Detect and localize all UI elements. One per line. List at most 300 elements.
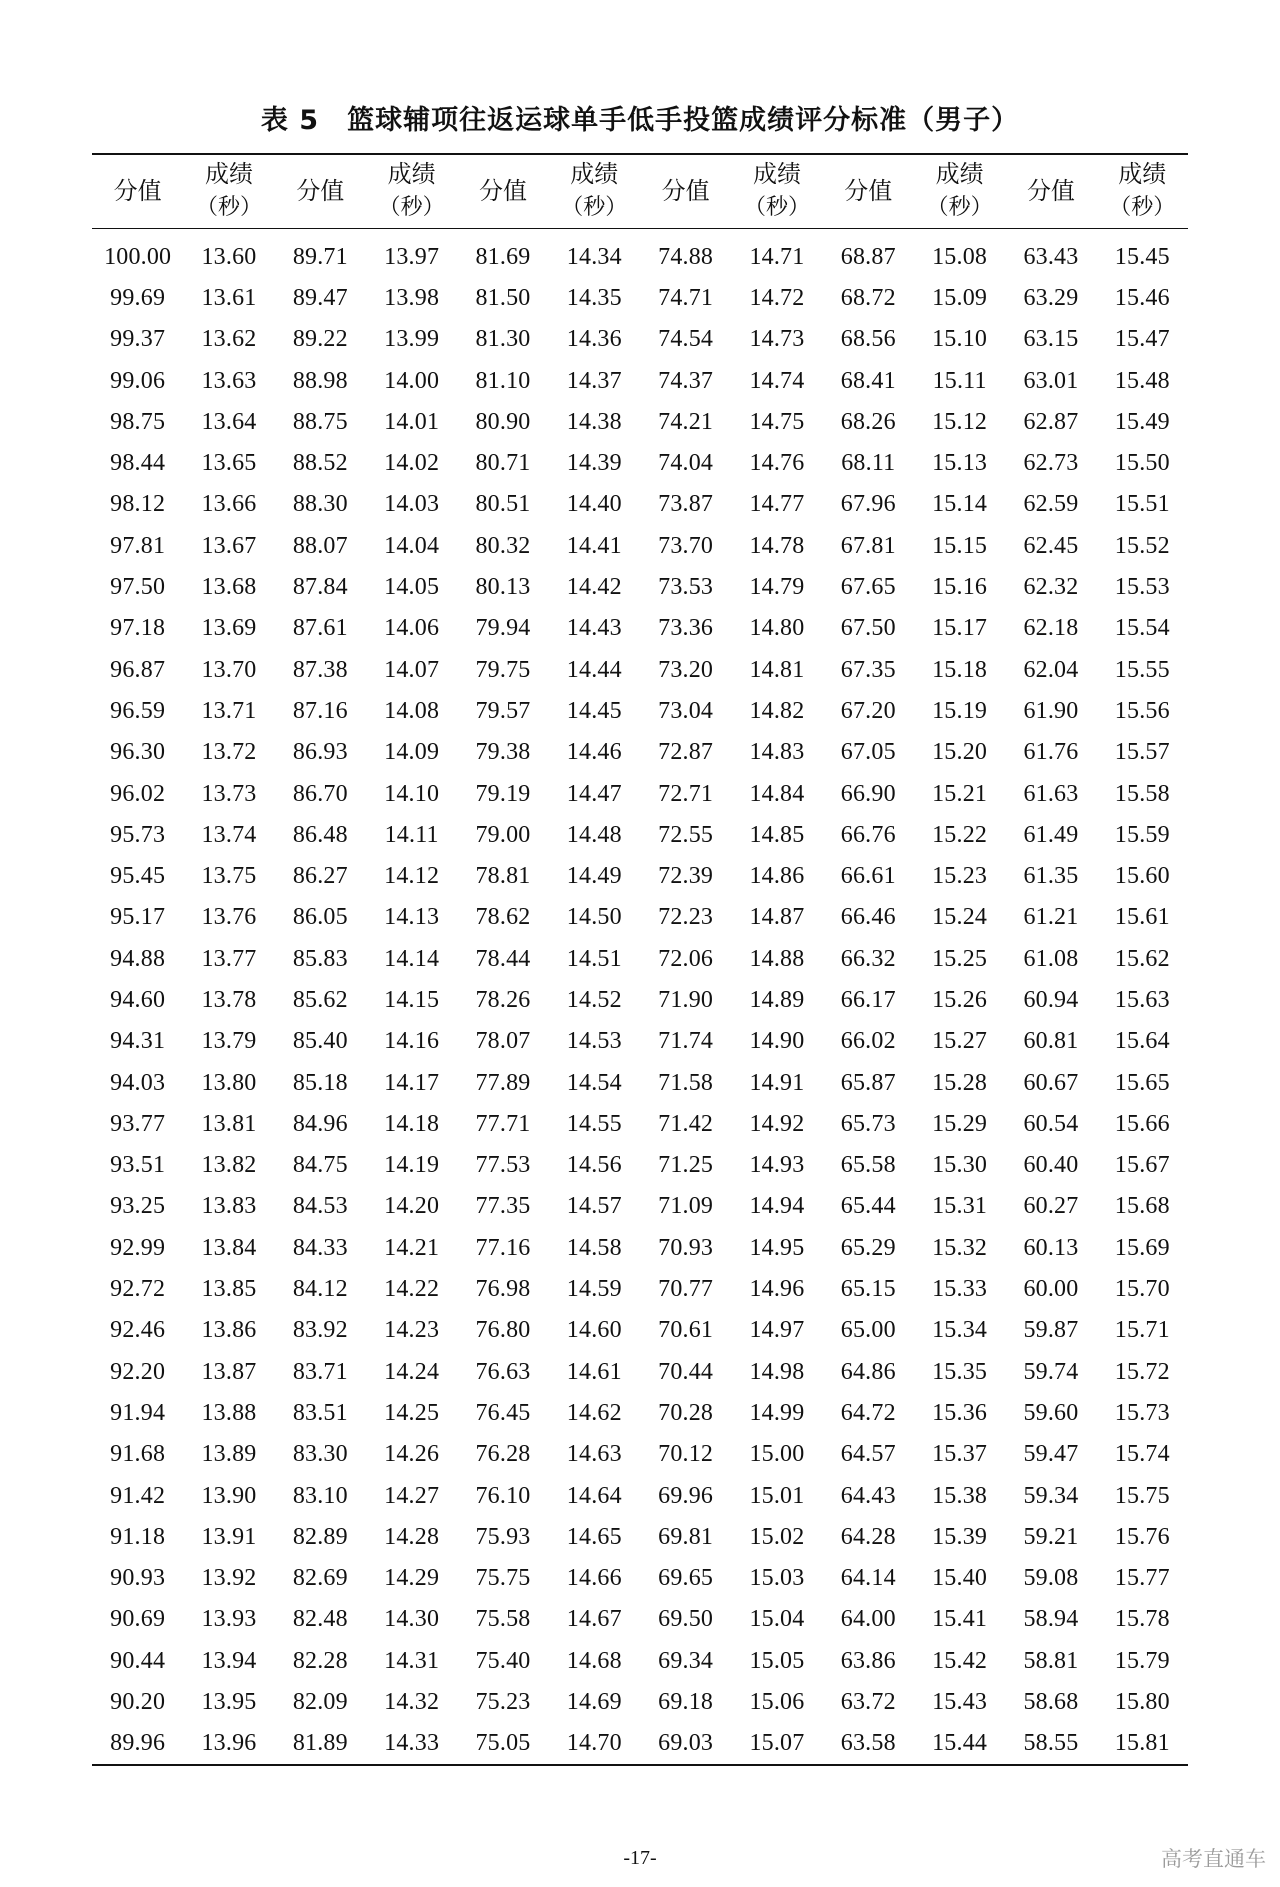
result-cell: 14.04	[384, 532, 440, 559]
header-result	[914, 154, 1005, 228]
score-cell: 94.60	[110, 986, 166, 1013]
score-cell: 91.68	[110, 1441, 166, 1468]
result-cell: 13.61	[201, 284, 257, 311]
result-cell: 14.52	[566, 986, 622, 1013]
result-cell: 14.28	[384, 1523, 440, 1550]
score-cell: 67.20	[840, 697, 896, 724]
result-cell: 13.96	[201, 1730, 257, 1757]
score-cell: 78.26	[475, 986, 531, 1013]
table-row	[92, 1310, 1188, 1351]
result-cell: 14.46	[566, 739, 622, 766]
score-cell: 63.29	[1023, 284, 1079, 311]
result-cell: 13.71	[201, 697, 257, 724]
result-cell: 15.15	[932, 532, 988, 559]
score-cell: 78.44	[475, 945, 531, 972]
score-cell: 91.42	[110, 1482, 166, 1509]
score-cell: 82.48	[292, 1606, 348, 1633]
score-cell: 72.87	[658, 739, 714, 766]
result-cell: 13.65	[201, 450, 257, 477]
score-cell: 65.87	[840, 1069, 896, 1096]
header-result-unit: （秒）	[561, 195, 628, 221]
result-cell: 15.56	[1114, 697, 1170, 724]
score-cell: 90.20	[110, 1689, 166, 1716]
score-cell: 85.18	[292, 1069, 348, 1096]
score-cell: 74.21	[658, 408, 714, 435]
score-cell: 67.65	[840, 574, 896, 601]
table-row	[92, 1682, 1188, 1723]
score-cell: 74.37	[658, 367, 714, 394]
result-cell: 15.54	[1114, 615, 1170, 642]
header-row	[92, 154, 1188, 228]
result-cell: 15.81	[1114, 1730, 1170, 1757]
score-cell: 70.77	[658, 1276, 714, 1303]
result-cell: 15.39	[932, 1523, 988, 1550]
score-cell: 92.20	[110, 1358, 166, 1385]
result-cell: 14.53	[566, 1028, 622, 1055]
score-cell: 98.44	[110, 450, 166, 477]
score-cell: 81.10	[475, 367, 531, 394]
result-cell: 14.86	[749, 863, 805, 890]
score-cell: 96.87	[110, 656, 166, 683]
result-cell: 14.30	[384, 1606, 440, 1633]
score-cell: 64.57	[840, 1441, 896, 1468]
score-cell: 90.44	[110, 1647, 166, 1674]
result-cell: 14.67	[566, 1606, 622, 1633]
score-cell: 74.71	[658, 284, 714, 311]
score-cell: 74.04	[658, 450, 714, 477]
score-cell: 76.28	[475, 1441, 531, 1468]
watermark-text: 高考直通车	[1161, 1847, 1266, 1871]
score-cell: 65.15	[840, 1276, 896, 1303]
score-cell: 83.30	[292, 1441, 348, 1468]
result-cell: 15.21	[932, 780, 988, 807]
score-cell: 77.71	[475, 1110, 531, 1137]
result-cell: 14.05	[384, 574, 440, 601]
score-cell: 70.93	[658, 1234, 714, 1261]
score-cell: 59.60	[1023, 1399, 1079, 1426]
score-cell: 87.38	[292, 656, 348, 683]
table-row	[92, 1393, 1188, 1434]
score-cell: 67.96	[840, 491, 896, 518]
score-cell: 64.00	[840, 1606, 896, 1633]
score-cell: 69.18	[658, 1689, 714, 1716]
score-cell: 94.31	[110, 1028, 166, 1055]
result-cell: 14.87	[749, 904, 805, 931]
score-cell: 74.54	[658, 326, 714, 353]
result-cell: 14.73	[749, 326, 805, 353]
score-cell: 86.93	[292, 739, 348, 766]
result-cell: 13.93	[201, 1606, 257, 1633]
result-cell: 15.49	[1114, 408, 1170, 435]
score-cell: 77.35	[475, 1193, 531, 1220]
table-row	[92, 856, 1188, 897]
score-cell: 88.75	[292, 408, 348, 435]
score-cell: 60.40	[1023, 1152, 1079, 1179]
result-cell: 14.71	[749, 243, 805, 270]
result-cell: 15.26	[932, 986, 988, 1013]
result-cell: 13.70	[201, 656, 257, 683]
score-cell: 73.87	[658, 491, 714, 518]
result-cell: 13.68	[201, 574, 257, 601]
score-cell: 63.58	[840, 1730, 896, 1757]
result-cell: 15.72	[1114, 1358, 1170, 1385]
score-cell: 89.47	[292, 284, 348, 311]
table-row	[92, 649, 1188, 690]
score-cell: 71.74	[658, 1028, 714, 1055]
result-cell: 13.67	[201, 532, 257, 559]
result-cell: 13.95	[201, 1689, 257, 1716]
result-cell: 14.91	[749, 1069, 805, 1096]
result-cell: 15.31	[932, 1193, 988, 1220]
result-cell: 13.77	[201, 945, 257, 972]
result-cell: 14.12	[384, 863, 440, 890]
result-cell: 13.97	[384, 243, 440, 270]
score-cell: 85.83	[292, 945, 348, 972]
result-cell: 14.36	[566, 326, 622, 353]
table-row	[92, 980, 1188, 1021]
table-row	[92, 1434, 1188, 1475]
result-cell: 14.44	[566, 656, 622, 683]
score-cell: 86.27	[292, 863, 348, 890]
score-cell: 93.77	[110, 1110, 166, 1137]
result-cell: 14.09	[384, 739, 440, 766]
score-cell: 75.23	[475, 1689, 531, 1716]
score-cell: 81.69	[475, 243, 531, 270]
result-cell: 13.60	[201, 243, 257, 270]
score-cell: 93.51	[110, 1152, 166, 1179]
table-row	[92, 1228, 1188, 1269]
result-cell: 14.49	[566, 863, 622, 890]
table-row	[92, 608, 1188, 649]
result-cell: 14.96	[749, 1276, 805, 1303]
result-cell: 14.48	[566, 821, 622, 848]
score-cell: 81.50	[475, 284, 531, 311]
score-cell: 86.05	[292, 904, 348, 931]
result-cell: 15.05	[749, 1647, 805, 1674]
score-cell: 67.50	[840, 615, 896, 642]
table-row	[92, 815, 1188, 856]
score-cell: 72.55	[658, 821, 714, 848]
score-cell: 78.62	[475, 904, 531, 931]
score-cell: 84.75	[292, 1152, 348, 1179]
score-cell: 62.87	[1023, 408, 1079, 435]
score-cell: 60.81	[1023, 1028, 1079, 1055]
result-cell: 14.61	[566, 1358, 622, 1385]
result-cell: 14.01	[384, 408, 440, 435]
score-cell: 64.14	[840, 1565, 896, 1592]
result-cell: 15.44	[932, 1730, 988, 1757]
result-cell: 13.89	[201, 1441, 257, 1468]
score-cell: 72.39	[658, 863, 714, 890]
score-table	[92, 153, 1188, 1766]
table-row	[92, 897, 1188, 938]
result-cell: 14.07	[384, 656, 440, 683]
result-cell: 15.04	[749, 1606, 805, 1633]
result-cell: 15.73	[1114, 1399, 1170, 1426]
result-cell: 15.45	[1114, 243, 1170, 270]
result-cell: 14.02	[384, 450, 440, 477]
score-cell: 58.94	[1023, 1606, 1079, 1633]
score-cell: 79.94	[475, 615, 531, 642]
score-cell: 68.41	[840, 367, 896, 394]
score-cell: 82.69	[292, 1565, 348, 1592]
result-cell: 14.43	[566, 615, 622, 642]
table-row	[92, 278, 1188, 319]
result-cell: 15.30	[932, 1152, 988, 1179]
score-cell: 91.94	[110, 1399, 166, 1426]
score-cell: 75.75	[475, 1565, 531, 1592]
header-result-label: 成绩	[204, 160, 253, 189]
score-cell: 79.75	[475, 656, 531, 683]
result-cell: 15.57	[1114, 739, 1170, 766]
score-cell: 88.07	[292, 532, 348, 559]
score-cell: 69.03	[658, 1730, 714, 1757]
result-cell: 13.94	[201, 1647, 257, 1674]
result-cell: 13.82	[201, 1152, 257, 1179]
score-cell: 69.50	[658, 1606, 714, 1633]
result-cell: 14.11	[384, 821, 439, 848]
score-cell: 92.72	[110, 1276, 166, 1303]
score-cell: 88.30	[292, 491, 348, 518]
result-cell: 14.24	[384, 1358, 440, 1385]
table-row	[92, 1475, 1188, 1516]
score-cell: 63.72	[840, 1689, 896, 1716]
score-cell: 99.06	[110, 367, 166, 394]
score-cell: 59.08	[1023, 1565, 1079, 1592]
score-cell: 76.45	[475, 1399, 531, 1426]
result-cell: 14.10	[384, 780, 440, 807]
result-cell: 13.75	[201, 863, 257, 890]
table-row	[92, 773, 1188, 814]
result-cell: 15.38	[932, 1482, 988, 1509]
result-cell: 14.92	[749, 1110, 805, 1137]
score-cell: 97.81	[110, 532, 166, 559]
header-result-label: 成绩	[1118, 160, 1167, 189]
result-cell: 14.65	[566, 1523, 622, 1550]
result-cell: 15.35	[932, 1358, 988, 1385]
score-cell: 73.53	[658, 574, 714, 601]
result-cell: 14.42	[566, 574, 622, 601]
score-cell: 64.72	[840, 1399, 896, 1426]
score-cell: 68.72	[840, 284, 896, 311]
result-cell: 14.90	[749, 1028, 805, 1055]
score-cell: 95.17	[110, 904, 166, 931]
result-cell: 15.78	[1114, 1606, 1170, 1633]
score-cell: 60.67	[1023, 1069, 1079, 1096]
result-cell: 13.87	[201, 1358, 257, 1385]
score-cell: 60.94	[1023, 986, 1079, 1013]
score-cell: 59.87	[1023, 1317, 1079, 1344]
result-cell: 15.64	[1114, 1028, 1170, 1055]
header-result	[366, 154, 457, 228]
table-row	[92, 1186, 1188, 1227]
result-cell: 15.23	[932, 863, 988, 890]
score-cell: 60.00	[1023, 1276, 1079, 1303]
score-cell: 67.81	[840, 532, 896, 559]
result-cell: 15.71	[1114, 1317, 1170, 1344]
page-title: 表 5 篮球辅项往返运球单手低手投篮成绩评分标准（男子）	[260, 105, 1020, 136]
result-cell: 13.92	[201, 1565, 257, 1592]
result-cell: 14.64	[566, 1482, 622, 1509]
score-cell: 62.32	[1023, 574, 1079, 601]
result-cell: 14.25	[384, 1399, 440, 1426]
score-cell: 82.28	[292, 1647, 348, 1674]
score-cell: 94.03	[110, 1069, 166, 1096]
table-row	[92, 360, 1188, 401]
score-cell: 77.16	[475, 1234, 531, 1261]
result-cell: 14.22	[384, 1276, 440, 1303]
result-cell: 14.66	[566, 1565, 622, 1592]
score-cell: 59.21	[1023, 1523, 1079, 1550]
score-cell: 69.65	[658, 1565, 714, 1592]
score-cell: 76.80	[475, 1317, 531, 1344]
score-cell: 80.71	[475, 450, 531, 477]
result-cell: 14.03	[384, 491, 440, 518]
result-cell: 14.83	[749, 739, 805, 766]
result-cell: 15.75	[1114, 1482, 1170, 1509]
header-score-label: 分值	[844, 177, 893, 206]
score-cell: 81.30	[475, 326, 531, 353]
score-cell: 80.32	[475, 532, 531, 559]
result-cell: 15.12	[932, 408, 988, 435]
score-cell: 70.28	[658, 1399, 714, 1426]
score-cell: 69.34	[658, 1647, 714, 1674]
score-cell: 61.49	[1023, 821, 1079, 848]
result-cell: 14.21	[384, 1234, 440, 1261]
result-cell: 15.61	[1114, 904, 1170, 931]
score-cell: 61.35	[1023, 863, 1079, 890]
result-cell: 15.79	[1114, 1647, 1170, 1674]
result-cell: 14.29	[384, 1565, 440, 1592]
result-cell: 14.76	[749, 450, 805, 477]
score-cell: 70.12	[658, 1441, 714, 1468]
score-cell: 100.00	[104, 243, 172, 270]
score-cell: 83.10	[292, 1482, 348, 1509]
result-cell: 15.59	[1114, 821, 1170, 848]
score-cell: 93.25	[110, 1193, 166, 1220]
result-cell: 14.34	[566, 243, 622, 270]
table-row	[92, 402, 1188, 443]
score-cell: 66.61	[840, 863, 896, 890]
score-cell: 73.20	[658, 656, 714, 683]
result-cell: 13.98	[384, 284, 440, 311]
score-cell: 92.46	[110, 1317, 166, 1344]
score-cell: 88.98	[292, 367, 348, 394]
header-result	[183, 154, 274, 228]
score-cell: 61.76	[1023, 739, 1079, 766]
result-cell: 13.91	[201, 1523, 257, 1550]
score-cell: 97.18	[110, 615, 166, 642]
result-cell: 14.89	[749, 986, 805, 1013]
result-cell: 14.18	[384, 1110, 440, 1137]
result-cell: 15.43	[932, 1689, 988, 1716]
result-cell: 13.74	[201, 821, 257, 848]
result-cell: 13.85	[201, 1276, 257, 1303]
score-cell: 71.58	[658, 1069, 714, 1096]
result-cell: 15.00	[749, 1441, 805, 1468]
result-cell: 15.17	[932, 615, 988, 642]
score-cell: 80.90	[475, 408, 531, 435]
score-cell: 70.61	[658, 1317, 714, 1344]
score-cell: 61.90	[1023, 697, 1079, 724]
score-cell: 66.90	[840, 780, 896, 807]
score-cell: 68.26	[840, 408, 896, 435]
result-cell: 14.59	[566, 1276, 622, 1303]
header-result-unit: （秒）	[743, 195, 810, 221]
score-cell: 62.18	[1023, 615, 1079, 642]
table-row	[92, 939, 1188, 980]
score-cell: 65.73	[840, 1110, 896, 1137]
result-cell: 14.82	[749, 697, 805, 724]
table-row	[92, 732, 1188, 773]
score-cell: 73.70	[658, 532, 714, 559]
result-cell: 14.54	[566, 1069, 622, 1096]
result-cell: 14.06	[384, 615, 440, 642]
result-cell: 14.13	[384, 904, 440, 931]
header-score-label: 分值	[296, 177, 345, 206]
table-row	[92, 484, 1188, 525]
result-cell: 13.88	[201, 1399, 257, 1426]
result-cell: 13.73	[201, 780, 257, 807]
result-cell: 15.10	[932, 326, 988, 353]
score-cell: 62.04	[1023, 656, 1079, 683]
result-cell: 14.45	[566, 697, 622, 724]
result-cell: 15.58	[1114, 780, 1170, 807]
score-cell: 83.51	[292, 1399, 348, 1426]
result-cell: 15.60	[1114, 863, 1170, 890]
result-cell: 14.77	[749, 491, 805, 518]
result-cell: 15.42	[932, 1647, 988, 1674]
result-cell: 13.90	[201, 1482, 257, 1509]
score-cell: 62.59	[1023, 491, 1079, 518]
score-cell: 78.07	[475, 1028, 531, 1055]
result-cell: 14.81	[749, 656, 805, 683]
score-cell: 67.35	[840, 656, 896, 683]
header-result-label: 成绩	[752, 160, 801, 189]
result-cell: 15.74	[1114, 1441, 1170, 1468]
result-cell: 14.47	[566, 780, 622, 807]
table-row	[92, 228, 1188, 278]
result-cell: 15.16	[932, 574, 988, 601]
result-cell: 14.08	[384, 697, 440, 724]
score-cell: 76.98	[475, 1276, 531, 1303]
score-cell: 62.73	[1023, 450, 1079, 477]
score-cell: 85.62	[292, 986, 348, 1013]
score-cell: 58.68	[1023, 1689, 1079, 1716]
score-cell: 68.11	[841, 450, 896, 477]
result-cell: 14.27	[384, 1482, 440, 1509]
score-cell: 83.71	[292, 1358, 348, 1385]
score-cell: 84.96	[292, 1110, 348, 1137]
result-cell: 13.81	[201, 1110, 257, 1137]
score-cell: 73.36	[658, 615, 714, 642]
result-cell: 15.70	[1114, 1276, 1170, 1303]
score-cell: 65.58	[840, 1152, 896, 1179]
score-cell: 69.81	[658, 1523, 714, 1550]
result-cell: 13.86	[201, 1317, 257, 1344]
result-cell: 15.63	[1114, 986, 1170, 1013]
result-cell: 15.68	[1114, 1193, 1170, 1220]
result-cell: 14.23	[384, 1317, 440, 1344]
score-cell: 79.19	[475, 780, 531, 807]
score-cell: 64.43	[840, 1482, 896, 1509]
score-cell: 96.59	[110, 697, 166, 724]
result-cell: 14.20	[384, 1193, 440, 1220]
result-cell: 15.28	[932, 1069, 988, 1096]
result-cell: 13.84	[201, 1234, 257, 1261]
score-cell: 59.74	[1023, 1358, 1079, 1385]
score-cell: 91.18	[110, 1523, 166, 1550]
